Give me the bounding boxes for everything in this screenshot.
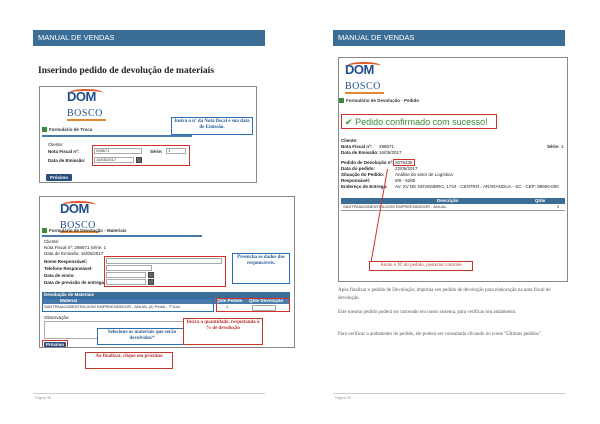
callout-select: Selecione os materiais que serão devolvidos*: [97, 328, 187, 345]
phone-label: Telefone Responsável:: [44, 266, 93, 271]
nota-value-3: 298671: [379, 144, 395, 149]
check-icon: ✔: [345, 117, 353, 127]
paragraph-3: Para verificar o andamento do pedido, ele poderá ser consultado clicando no ícone "Últimos pedidos".: [338, 332, 543, 337]
next-button-2[interactable]: Próximo: [45, 342, 64, 347]
section-title: Inserindo pedido de devolução de materiais: [38, 66, 215, 76]
col-material: Material: [60, 298, 78, 303]
form-title-3: Formulário de Devolução - Pedido: [339, 98, 419, 103]
serie-value-3: 1: [561, 144, 564, 149]
divider: [42, 135, 192, 137]
address-label: Endereço de Entrega:: [341, 184, 388, 189]
form-title: Formulário de Troca: [42, 127, 92, 132]
nota-line: Nota Fiscal nº: 298671 Série: 1: [44, 245, 107, 250]
status-value: Análise do setor de Logística: [395, 172, 453, 177]
resp-label-3: Responsável:: [341, 178, 371, 183]
nota-label: Nota Fiscal nº:: [48, 149, 80, 154]
paragraph-1: Após finalizar o pedido de Devolução, imprima seu pedido de devolução para elaboração na nota fiscal de devolução.: [338, 288, 551, 301]
section-head: Devolução de Materiais: [42, 292, 290, 298]
left-footer-line: [33, 393, 265, 394]
status-label: Situação do Pedido:: [341, 172, 385, 177]
form-icon: [42, 127, 47, 132]
date-label-3: Data de Emissão:: [341, 150, 379, 155]
left-header: MANUAL DE VENDAS: [33, 30, 265, 46]
date-pedido-label: Data do pedido:: [341, 166, 375, 171]
nota-label-3: Nota Fiscal nº:: [341, 144, 373, 149]
obs-label: Observação:: [44, 315, 70, 320]
col-qtde: Qtde: [535, 198, 546, 203]
row-divider: [341, 210, 565, 211]
row-qtde-3: 5: [557, 204, 560, 209]
dom-bosco-logo: DOM BOSCO: [67, 91, 106, 121]
form-title-2: Formulário de Devolução - Materiais: [42, 228, 127, 233]
highlight-resp: [104, 256, 226, 287]
serie-label-3: Série:: [547, 144, 560, 149]
resp-value: 9/9 - 5285: [395, 178, 416, 183]
client-label: Cliente:: [48, 142, 64, 147]
pedido-value: 2076435: [395, 160, 413, 165]
callout-nota: Insira o nº da Nota fiscal e sua data de Emissão.: [171, 117, 253, 135]
form-icon-3: [339, 98, 344, 103]
client-label-2: Cliente:: [44, 239, 60, 244]
next-button[interactable]: Próximo: [46, 174, 72, 181]
row-qtde: 1: [226, 304, 229, 309]
callout-qty: Insira a quantidade, respeitando o % de devolução: [183, 318, 263, 345]
qty-highlight: [216, 298, 290, 312]
next-highlight: [42, 340, 68, 348]
callout-resp: Preencha os dados dos responsáveis.: [232, 253, 290, 284]
right-footer-line: [333, 393, 565, 394]
nota-input[interactable]: 298671: [94, 148, 142, 154]
right-header: MANUAL DE VENDAS: [333, 30, 565, 46]
paragraph-2: Este mesmo pedido poderá ser rastreado em nosso sistema, para verificar seu andamento.: [338, 310, 517, 315]
select-highlight: [42, 298, 214, 312]
serie-label: Série:: [150, 149, 163, 154]
resp-label: Nome Responsável:: [44, 259, 88, 264]
date-input[interactable]: 16/05/2017: [94, 157, 134, 163]
col-qtde-devolucao: Qtde Devolução: [249, 298, 284, 303]
serie-input[interactable]: 1: [166, 148, 186, 154]
date-pedido-value: 22/05/2017: [395, 166, 418, 171]
callout-pedido: Anote o Nº do pedido, posterior controle: [369, 261, 473, 271]
highlight-box: [92, 145, 190, 166]
row-material[interactable]: SANTPAIACDBENTRA DOM EMPREENDEDOR - ANUAL (4) Pedid - 7º Ano: [44, 304, 181, 309]
success-message: ✔ Pedido confirmado com sucesso!: [345, 117, 488, 127]
pedido-highlight: [393, 159, 415, 166]
right-page-number: Página 39: [335, 396, 351, 400]
left-page-number: Página 38: [35, 396, 51, 400]
date-line: Data de Emissão: 16/05/2017: [44, 251, 104, 256]
delivery-label: Data de previsão de entrega:: [44, 280, 106, 285]
client-label-3: Cliente:: [341, 138, 358, 143]
pedido-label: Pedido de Devolução nº:: [341, 160, 394, 165]
date-label: Data de Emissão:: [48, 158, 86, 163]
dom-bosco-logo-3: DOM BOSCO: [345, 64, 384, 94]
row-desc: SANTPAIACDBENTRA DOM EMPREENDEDOR - ANUAL: [343, 204, 447, 209]
col-qtde-pedido: Qtde Pedido: [216, 298, 243, 303]
dom-bosco-logo-2: DOM BOSCO: [60, 203, 99, 233]
form-icon-2: [42, 228, 47, 233]
divider-2: [42, 235, 202, 237]
callout-finish: Ao finalizar, clique em próximo: [85, 352, 173, 369]
date-value-3: 16/05/2017: [379, 150, 402, 155]
address-value: AV. XV DE NOVEMBRO, 1734 - CENTRO - ARARANGUA - SC - CEP: 88900-000: [395, 184, 559, 189]
send-label: Data de envio:: [44, 273, 75, 278]
col-desc: Descrição: [437, 198, 459, 203]
